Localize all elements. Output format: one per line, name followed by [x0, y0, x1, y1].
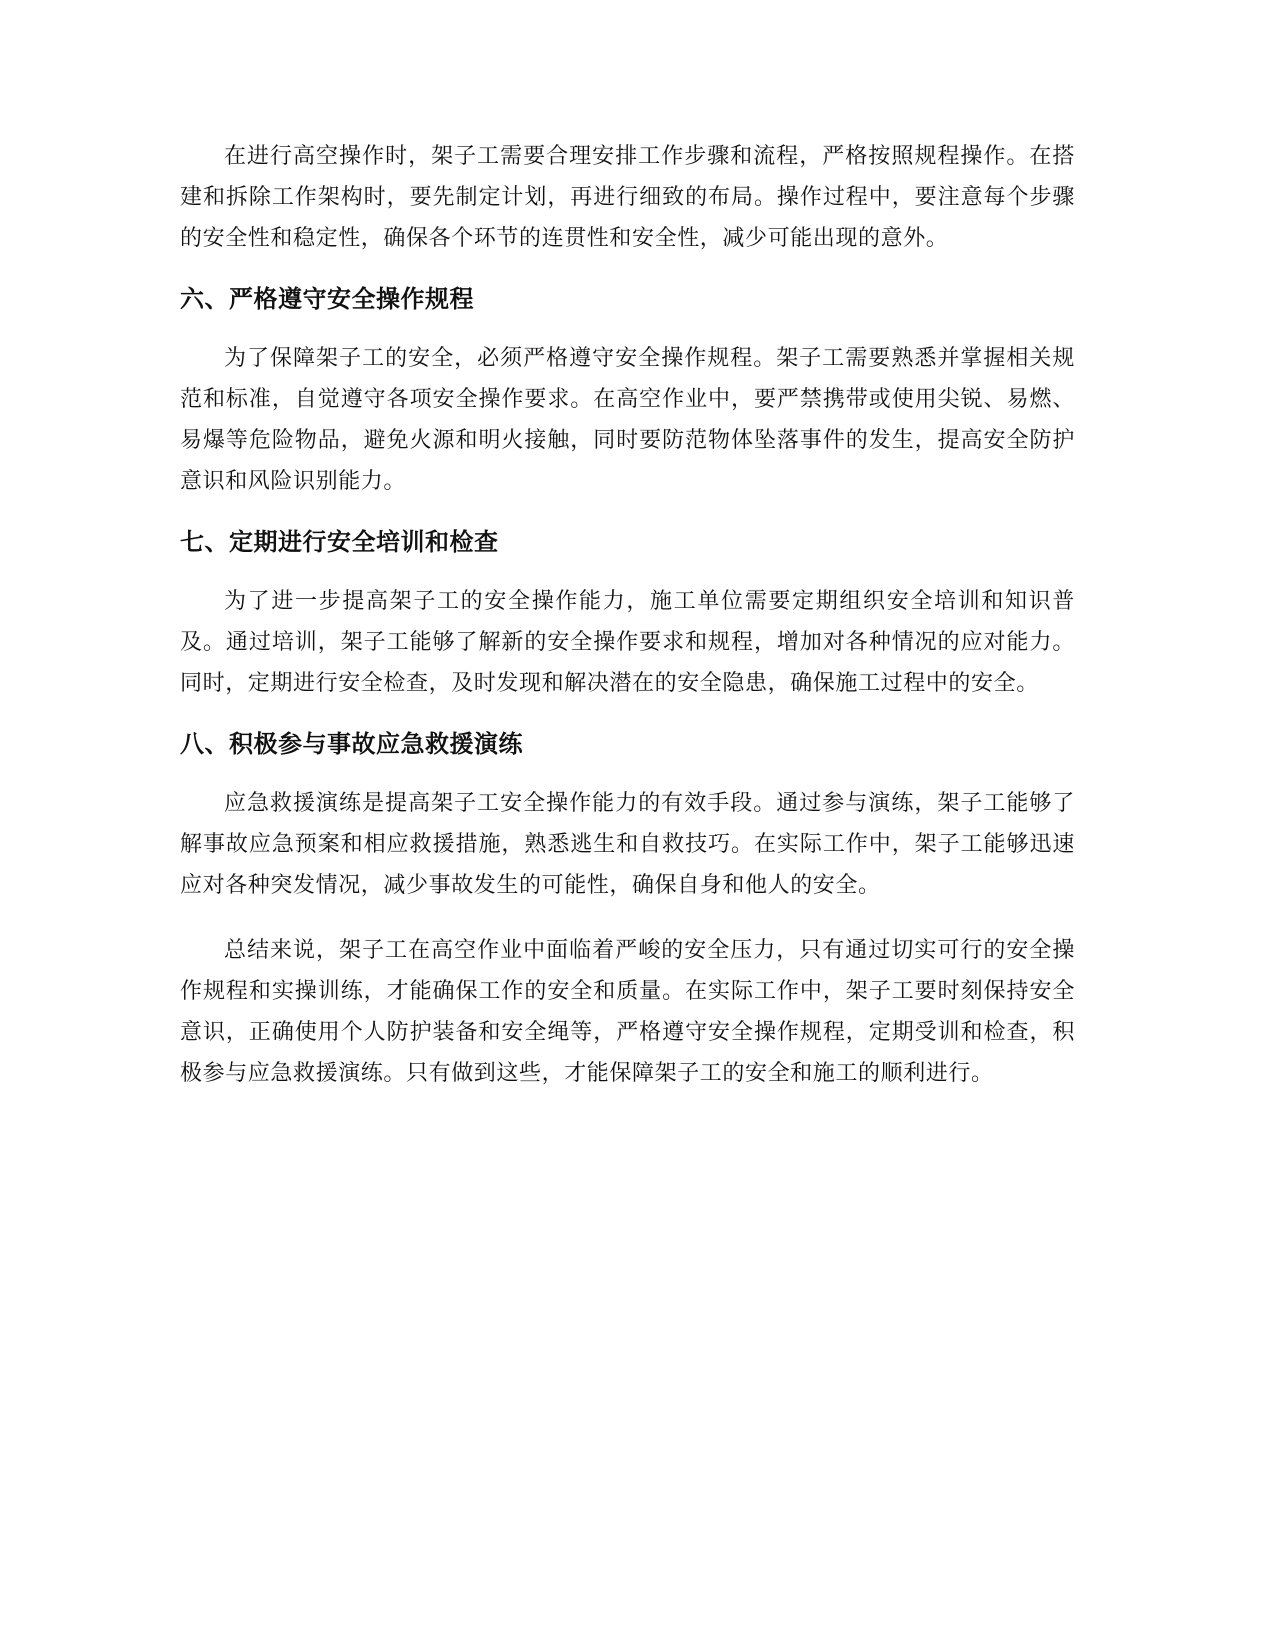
section-7-heading: 七、定期进行安全培训和检查 — [180, 528, 499, 556]
section-8-heading: 八、积极参与事故应急救援演练 — [180, 730, 523, 758]
section-6-paragraph: 为了保障架子工的安全，必须严格遵守安全操作规程。架子工需要熟悉并掌握相关规范和标准，自觉遵守各项安全操作要求。在高空作业中，要严禁携带或使用尖锐、易燃、易爆等危险物品，避免火源和明火接触，同时要防范物体坠落事件的发生，提高安全防护意识和风险识别能力。 — [180, 346, 1075, 494]
section-7-paragraph: 为了进一步提高架子工的安全操作能力，施工单位需要定期组织安全培训和知识普及。通过培训，架子工能够了解新的安全操作要求和规程，增加对各种情况的应对能力。同时，定期进行安全检查，及时发现和解决潜在的安全隐患，确保施工过程中的安全。 — [180, 589, 1075, 696]
section-8-paragraph: 应急救援演练是提高架子工安全操作能力的有效手段。通过参与演练，架子工能够了解事故应急预案和相应救援措施，熟悉逃生和自救技巧。在实际工作中，架子工能够迅速应对各种突发情况，减少事故发生的可能性，确保自身和他人的安全。 — [180, 791, 1075, 898]
intro-paragraph: 在进行高空操作时，架子工需要合理安排工作步骤和流程，严格按照规程操作。在搭建和拆除工作架构时，要先制定计划，再进行细致的布局。操作过程中，要注意每个步骤的安全性和稳定性，确保各个环节的连贯性和安全性，减少可能出现的意外。 — [180, 144, 1075, 251]
section-6-heading: 六、严格遵守安全操作规程 — [180, 285, 474, 313]
document-body — [180, 136, 1075, 1094]
conclusion-paragraph: 总结来说，架子工在高空作业中面临着严峻的安全压力，只有通过切实可行的安全操作规程和实操训练，才能确保工作的安全和质量。在实际工作中，架子工要时刻保持安全意识，正确使用个人防护装备和安全绳等，严格遵守安全操作规程，定期受训和检查，积极参与应急救援演练。只有做到这些，才能保障架子工的安全和施工的顺利进行。 — [180, 938, 1075, 1086]
